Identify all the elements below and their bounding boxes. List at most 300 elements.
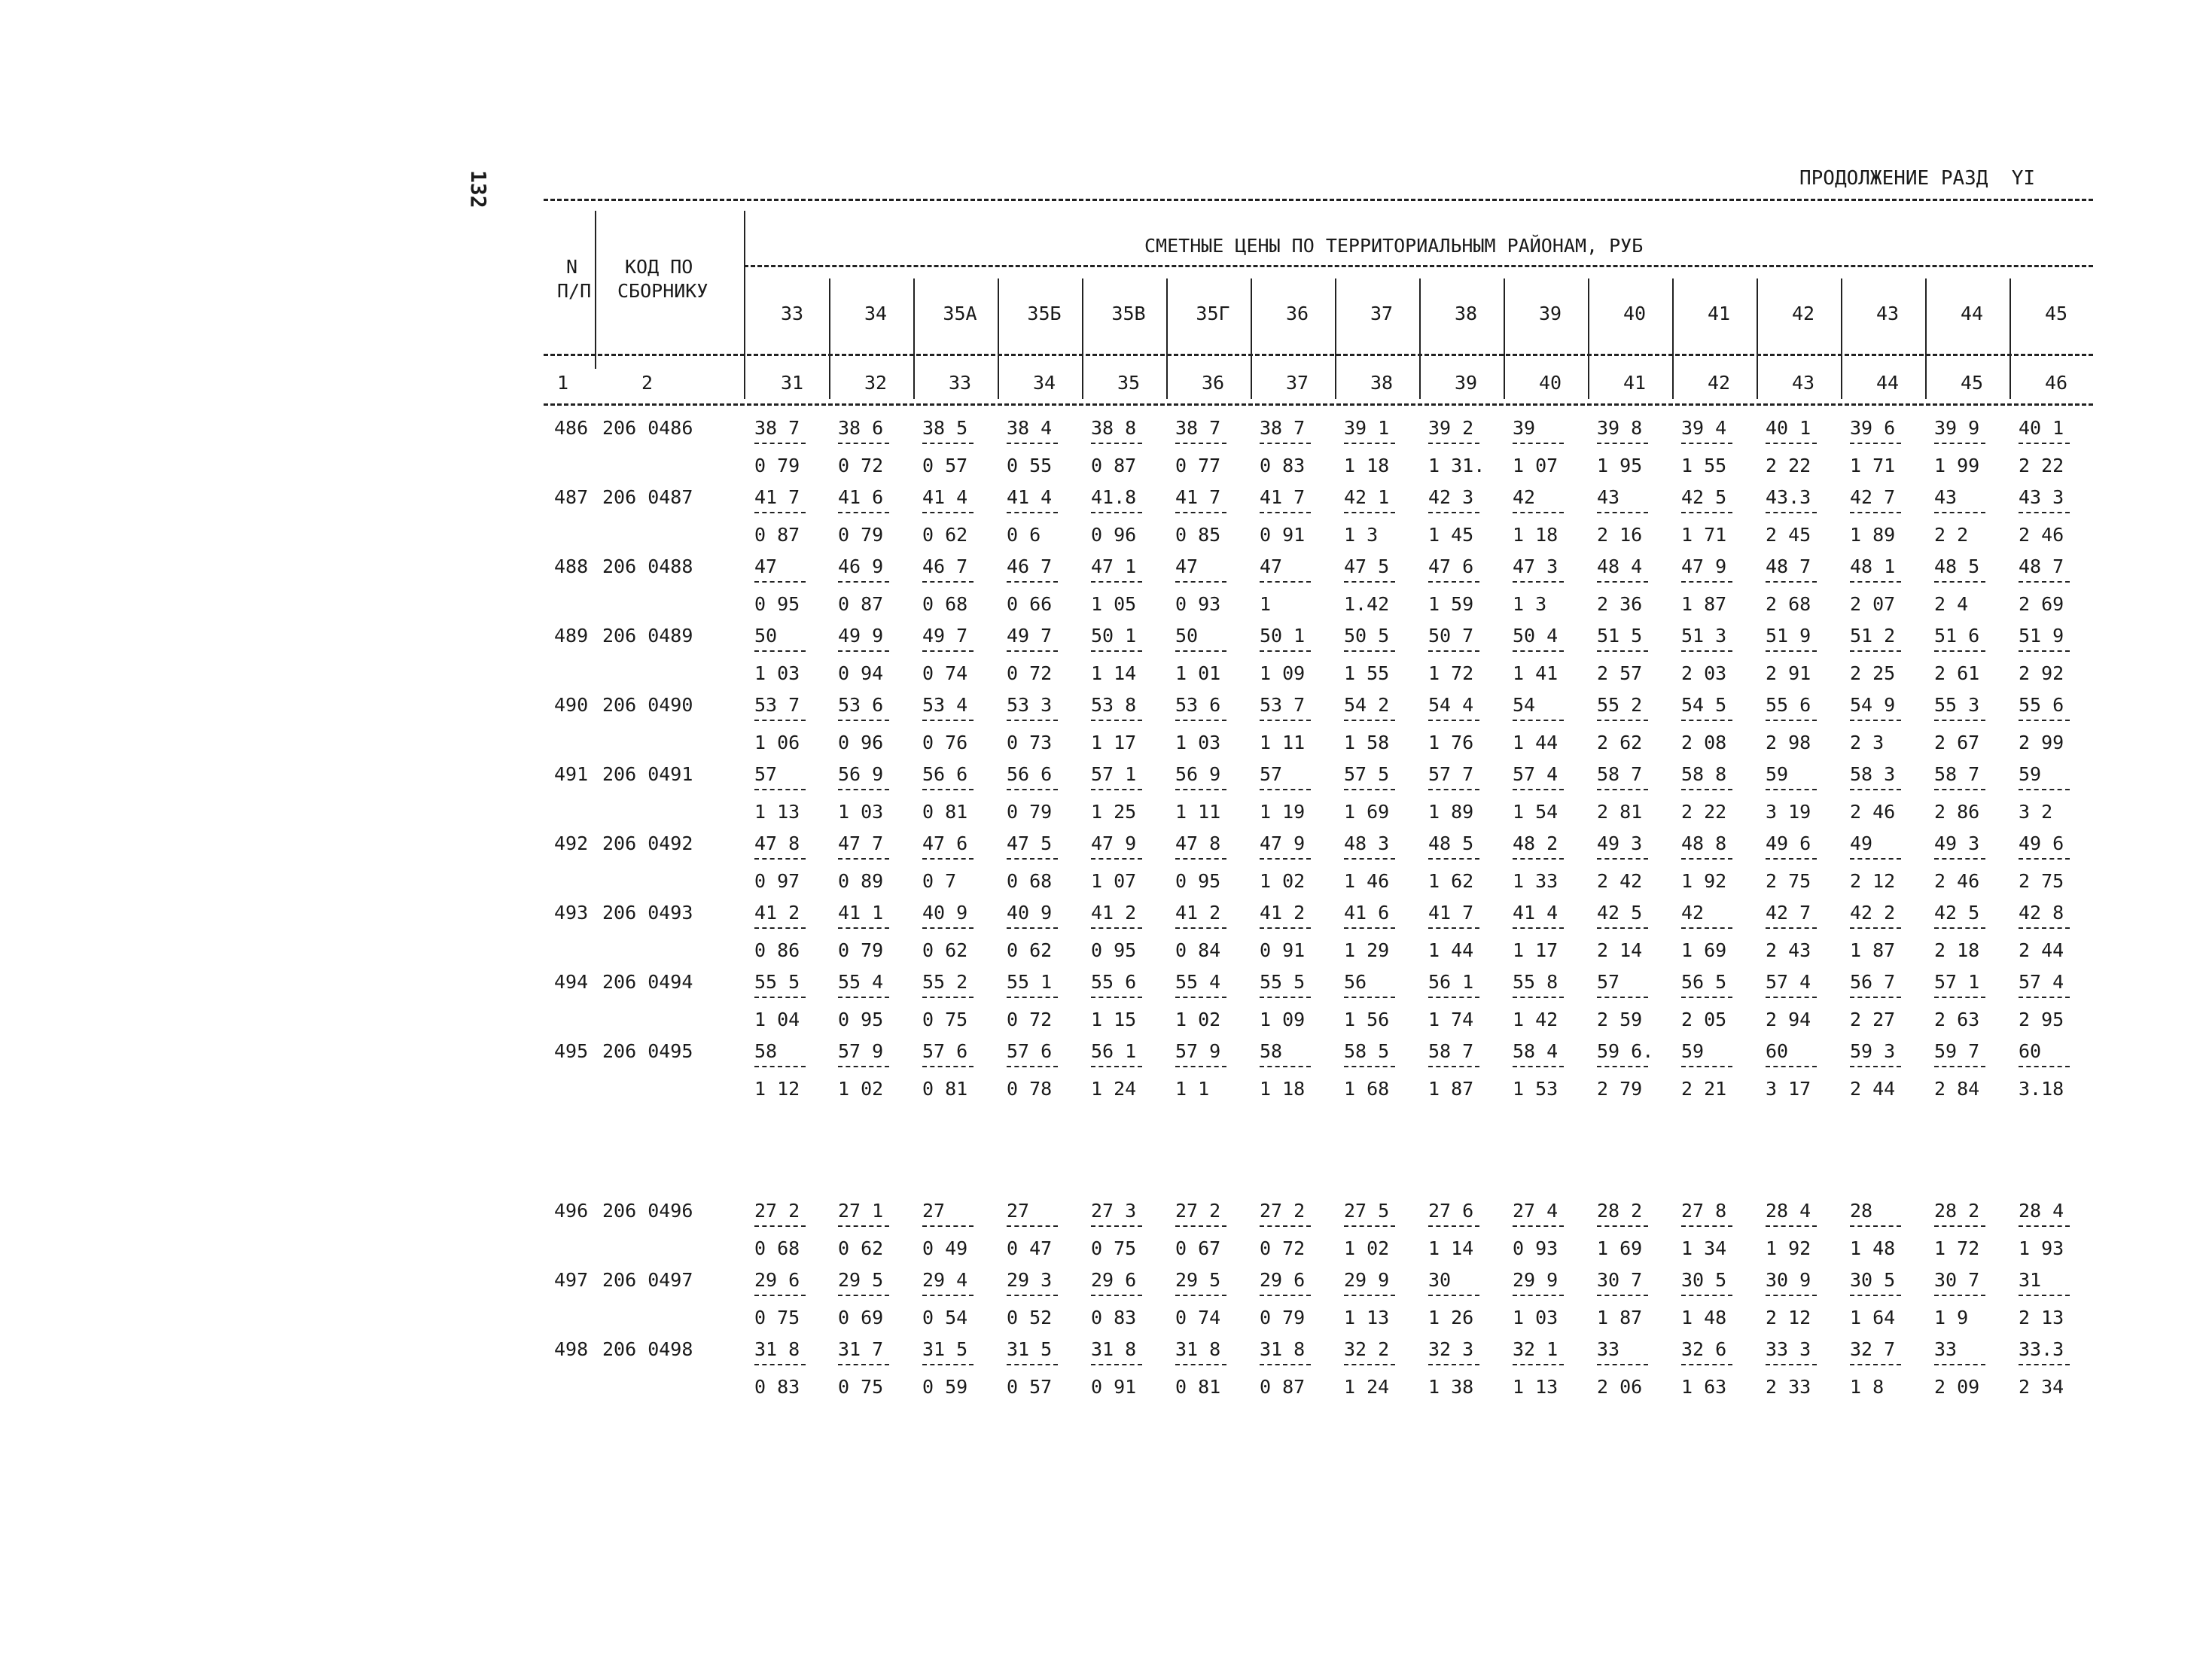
price-sub-value: 1 53 bbox=[1513, 1078, 1559, 1100]
price-sub-value: 1 31. bbox=[1428, 455, 1485, 476]
price-sub-value: 0 62 bbox=[922, 524, 968, 546]
price-value: 39 bbox=[1513, 417, 1536, 439]
fraction-bar bbox=[754, 650, 806, 652]
price-sub-value: 1 56 bbox=[1344, 1009, 1390, 1030]
price-value: 32 1 bbox=[1513, 1338, 1559, 1360]
fraction-bar bbox=[1007, 443, 1058, 444]
fraction-bar bbox=[1850, 1295, 1901, 1296]
row-number: 494 bbox=[554, 971, 589, 993]
price-value: 31 5 bbox=[922, 1338, 968, 1360]
fraction-bar bbox=[1260, 1364, 1311, 1365]
fraction-bar bbox=[1260, 789, 1311, 790]
price-sub-value: 0 72 bbox=[838, 455, 884, 476]
price-sub-value: 0 59 bbox=[922, 1376, 968, 1398]
fraction-bar bbox=[2019, 1295, 2070, 1296]
price-value: 41 6 bbox=[1344, 902, 1390, 924]
price-value: 47 8 bbox=[754, 832, 800, 854]
price-sub-value: 1 41 bbox=[1513, 662, 1559, 684]
row-code: 206 0495 bbox=[602, 1040, 693, 1062]
fraction-bar bbox=[1513, 1295, 1564, 1296]
district-header: 36 bbox=[1285, 303, 1309, 324]
price-value: 57 9 bbox=[838, 1040, 884, 1062]
price-value: 41 4 bbox=[922, 486, 968, 508]
price-value: 55 4 bbox=[1175, 971, 1221, 993]
fraction-bar bbox=[1934, 1295, 1985, 1296]
fraction-bar bbox=[1428, 443, 1479, 444]
fraction-bar bbox=[1344, 720, 1395, 721]
fraction-bar bbox=[1766, 1225, 1817, 1227]
price-value: 56 7 bbox=[1850, 971, 1896, 993]
fraction-bar bbox=[838, 858, 889, 860]
page-number: 132 bbox=[466, 170, 491, 208]
column-number: 35 bbox=[1117, 372, 1141, 394]
fraction-bar bbox=[922, 1295, 974, 1296]
price-sub-value: 0 55 bbox=[1007, 455, 1053, 476]
price-sub-value: 0 68 bbox=[1007, 870, 1053, 892]
fraction-bar bbox=[1260, 1225, 1311, 1227]
fraction-bar bbox=[1175, 1066, 1226, 1067]
col-n-label: N bbox=[566, 256, 578, 278]
price-value: 48 1 bbox=[1850, 555, 1896, 577]
price-value: 27 8 bbox=[1681, 1200, 1727, 1222]
price-value: 53 7 bbox=[754, 694, 800, 716]
fraction-bar bbox=[1513, 650, 1564, 652]
fraction-bar bbox=[1007, 997, 1058, 998]
price-sub-value: 1.42 bbox=[1344, 593, 1390, 615]
price-value: 57 7 bbox=[1428, 763, 1474, 785]
row-code: 206 0487 bbox=[602, 486, 693, 508]
price-value: 29 5 bbox=[1175, 1269, 1221, 1291]
price-sub-value: 2 13 bbox=[2019, 1307, 2064, 1328]
price-sub-value: 0 75 bbox=[838, 1376, 884, 1398]
fraction-bar bbox=[754, 858, 806, 860]
price-sub-value: 0 79 bbox=[838, 524, 884, 546]
price-value: 57 bbox=[754, 763, 778, 785]
price-sub-value: 1 13 bbox=[754, 801, 800, 823]
district-header: 38 bbox=[1454, 303, 1478, 324]
fraction-bar bbox=[1091, 443, 1142, 444]
column-number: 34 bbox=[1032, 372, 1056, 394]
fraction-bar bbox=[754, 443, 806, 444]
price-value: 38 7 bbox=[1260, 417, 1306, 439]
fraction-bar bbox=[1681, 443, 1732, 444]
row-code: 206 0496 bbox=[602, 1200, 693, 1222]
fraction-bar bbox=[1681, 927, 1732, 929]
price-value: 55 6 bbox=[2019, 694, 2064, 716]
price-sub-value: 1 13 bbox=[1344, 1307, 1390, 1328]
price-sub-value: 1 26 bbox=[1428, 1307, 1474, 1328]
price-sub-value: 0 89 bbox=[838, 870, 884, 892]
price-sub-value: 1 45 bbox=[1428, 524, 1474, 546]
price-sub-value: 1 54 bbox=[1513, 801, 1559, 823]
fraction-bar bbox=[838, 720, 889, 721]
price-sub-value: 1 55 bbox=[1681, 455, 1727, 476]
price-value: 38 6 bbox=[838, 417, 884, 439]
price-sub-value: 2 84 bbox=[1934, 1078, 1980, 1100]
fraction-bar bbox=[1091, 927, 1142, 929]
price-sub-value: 2 95 bbox=[2019, 1009, 2064, 1030]
fraction-bar bbox=[1175, 1364, 1226, 1365]
price-sub-value: 2 12 bbox=[1850, 870, 1896, 892]
price-value: 43.3 bbox=[1766, 486, 1811, 508]
district-header: 44 bbox=[1960, 303, 1984, 324]
price-sub-value: 2 43 bbox=[1766, 939, 1811, 961]
price-sub-value: 0 93 bbox=[1175, 593, 1221, 615]
price-value: 56 6 bbox=[922, 763, 968, 785]
price-sub-value: 2 22 bbox=[1766, 455, 1811, 476]
price-value: 30 7 bbox=[1934, 1269, 1980, 1291]
fraction-bar bbox=[838, 1364, 889, 1365]
price-sub-value: 1 48 bbox=[1850, 1237, 1896, 1259]
fraction-bar bbox=[2019, 720, 2070, 721]
price-sub-value: 2 44 bbox=[1850, 1078, 1896, 1100]
price-sub-value: 1 95 bbox=[1597, 455, 1643, 476]
fraction-bar bbox=[1344, 1364, 1395, 1365]
price-value: 47 1 bbox=[1091, 555, 1137, 577]
price-sub-value: 1 87 bbox=[1681, 593, 1727, 615]
district-header: 43 bbox=[1875, 303, 1900, 324]
price-value: 51 9 bbox=[1766, 625, 1811, 647]
row-number: 489 bbox=[554, 625, 589, 647]
price-value: 48 5 bbox=[1934, 555, 1980, 577]
fraction-bar bbox=[922, 1364, 974, 1365]
price-sub-value: 1 18 bbox=[1513, 524, 1559, 546]
row-number: 495 bbox=[554, 1040, 589, 1062]
row-code: 206 0494 bbox=[602, 971, 693, 993]
price-value: 51 3 bbox=[1681, 625, 1727, 647]
fraction-bar bbox=[1344, 789, 1395, 790]
price-value: 38 8 bbox=[1091, 417, 1137, 439]
price-value: 48 8 bbox=[1681, 832, 1727, 854]
price-value: 31 8 bbox=[1091, 1338, 1137, 1360]
fraction-bar bbox=[1850, 512, 1901, 513]
fraction-bar bbox=[1344, 1295, 1395, 1296]
fraction-bar bbox=[1597, 789, 1648, 790]
price-value: 58 bbox=[754, 1040, 778, 1062]
fraction-bar bbox=[1260, 581, 1311, 583]
price-sub-value: 1 03 bbox=[754, 662, 800, 684]
price-sub-value: 1 89 bbox=[1428, 801, 1474, 823]
price-sub-value: 2 08 bbox=[1681, 732, 1727, 753]
price-sub-value: 2 98 bbox=[1766, 732, 1811, 753]
price-sub-value: 2 46 bbox=[1850, 801, 1896, 823]
price-value: 59 bbox=[2019, 763, 2042, 785]
district-header: 41 bbox=[1707, 303, 1731, 324]
price-value: 41 4 bbox=[1007, 486, 1053, 508]
fraction-bar bbox=[1681, 858, 1732, 860]
row-code: 206 0489 bbox=[602, 625, 693, 647]
fraction-bar bbox=[1766, 512, 1817, 513]
price-value: 32 6 bbox=[1681, 1338, 1727, 1360]
price-value: 49 3 bbox=[1597, 832, 1643, 854]
fraction-bar bbox=[1597, 927, 1648, 929]
price-sub-value: 0 68 bbox=[754, 1237, 800, 1259]
price-value: 29 9 bbox=[1513, 1269, 1559, 1291]
price-sub-value: 0 75 bbox=[1091, 1237, 1137, 1259]
price-value: 41 7 bbox=[1175, 486, 1221, 508]
price-sub-value: 2 14 bbox=[1597, 939, 1643, 961]
fraction-bar bbox=[1766, 581, 1817, 583]
price-value: 46 9 bbox=[838, 555, 884, 577]
price-sub-value: 1 17 bbox=[1513, 939, 1559, 961]
price-sub-value: 1 25 bbox=[1091, 801, 1137, 823]
price-sub-value: 1 bbox=[1260, 593, 1272, 615]
row-number: 496 bbox=[554, 1200, 589, 1222]
fraction-bar bbox=[1428, 512, 1479, 513]
price-sub-value: 2 75 bbox=[1766, 870, 1811, 892]
fraction-bar bbox=[1513, 997, 1564, 998]
price-value: 39 2 bbox=[1428, 417, 1474, 439]
price-sub-value: 0 47 bbox=[1007, 1237, 1053, 1259]
price-value: 27 3 bbox=[1091, 1200, 1137, 1222]
price-value: 53 8 bbox=[1091, 694, 1137, 716]
fraction-bar bbox=[754, 1295, 806, 1296]
fraction-bar bbox=[1007, 789, 1058, 790]
price-value: 56 bbox=[1344, 971, 1367, 993]
price-value: 42 bbox=[1513, 486, 1536, 508]
column-number: 41 bbox=[1623, 372, 1647, 394]
price-sub-value: 1 07 bbox=[1091, 870, 1137, 892]
fraction-bar bbox=[1513, 1225, 1564, 1227]
price-value: 53 3 bbox=[1007, 694, 1053, 716]
fraction-bar bbox=[1175, 858, 1226, 860]
price-value: 42 5 bbox=[1934, 902, 1980, 924]
price-sub-value: 1 01 bbox=[1175, 662, 1221, 684]
fraction-bar bbox=[1260, 997, 1311, 998]
price-sub-value: 1 71 bbox=[1681, 524, 1727, 546]
price-value: 28 2 bbox=[1597, 1200, 1643, 1222]
price-value: 38 4 bbox=[1007, 417, 1053, 439]
fraction-bar bbox=[1850, 1225, 1901, 1227]
price-value: 53 6 bbox=[838, 694, 884, 716]
fraction-bar bbox=[838, 927, 889, 929]
price-sub-value: 0 72 bbox=[1007, 662, 1053, 684]
fraction-bar bbox=[1428, 858, 1479, 860]
price-value: 27 6 bbox=[1428, 1200, 1474, 1222]
price-sub-value: 0 66 bbox=[1007, 593, 1053, 615]
fraction-bar bbox=[1175, 650, 1226, 652]
price-sub-value: 0 79 bbox=[1260, 1307, 1306, 1328]
col-code-label: КОД ПО bbox=[625, 256, 693, 278]
price-sub-value: 0 93 bbox=[1513, 1237, 1559, 1259]
price-value: 56 1 bbox=[1428, 971, 1474, 993]
row-number: 492 bbox=[554, 832, 589, 854]
fraction-bar bbox=[1681, 512, 1732, 513]
price-value: 38 5 bbox=[922, 417, 968, 439]
price-value: 58 8 bbox=[1681, 763, 1727, 785]
price-value: 41 2 bbox=[1260, 902, 1306, 924]
price-sub-value: 2 33 bbox=[1766, 1376, 1811, 1398]
price-sub-value: 1 07 bbox=[1513, 455, 1559, 476]
fraction-bar bbox=[1766, 1066, 1817, 1067]
fraction-bar bbox=[1091, 512, 1142, 513]
price-value: 47 9 bbox=[1091, 832, 1137, 854]
fraction-bar bbox=[1934, 789, 1985, 790]
fraction-bar bbox=[1766, 443, 1817, 444]
fraction-bar bbox=[1344, 927, 1395, 929]
price-sub-value: 3 2 bbox=[2019, 801, 2053, 823]
fraction-bar bbox=[922, 1225, 974, 1227]
row-number: 491 bbox=[554, 763, 589, 785]
col-n-sub-label: П/П bbox=[557, 280, 592, 302]
price-value: 31 5 bbox=[1007, 1338, 1053, 1360]
price-sub-value: 0 6 bbox=[1007, 524, 1041, 546]
price-value: 55 2 bbox=[1597, 694, 1643, 716]
price-value: 50 5 bbox=[1344, 625, 1390, 647]
price-sub-value: 2 2 bbox=[1934, 524, 1969, 546]
price-value: 47 6 bbox=[922, 832, 968, 854]
price-sub-value: 1 34 bbox=[1681, 1237, 1727, 1259]
price-value: 56 9 bbox=[1175, 763, 1221, 785]
price-sub-value: 1 48 bbox=[1681, 1307, 1727, 1328]
price-sub-value: 0 87 bbox=[1091, 455, 1137, 476]
price-value: 29 6 bbox=[1260, 1269, 1306, 1291]
price-sub-value: 2 06 bbox=[1597, 1376, 1643, 1398]
fraction-bar bbox=[1175, 997, 1226, 998]
column-number: 43 bbox=[1791, 372, 1815, 394]
price-sub-value: 0 75 bbox=[922, 1009, 968, 1030]
price-sub-value: 1 15 bbox=[1091, 1009, 1137, 1030]
price-value: 57 bbox=[1260, 763, 1283, 785]
price-value: 43 3 bbox=[2019, 486, 2064, 508]
price-value: 43 bbox=[1597, 486, 1620, 508]
row-code: 206 0488 bbox=[602, 555, 693, 577]
fraction-bar bbox=[1007, 720, 1058, 721]
fraction-bar bbox=[1007, 581, 1058, 583]
price-value: 48 3 bbox=[1344, 832, 1390, 854]
price-sub-value: 0 72 bbox=[1007, 1009, 1053, 1030]
price-value: 48 7 bbox=[2019, 555, 2064, 577]
rule-vertical-0 bbox=[595, 211, 596, 369]
fraction-bar bbox=[1766, 720, 1817, 721]
price-value: 42 7 bbox=[1850, 486, 1896, 508]
price-value: 48 7 bbox=[1766, 555, 1811, 577]
price-value: 40 9 bbox=[1007, 902, 1053, 924]
price-sub-value: 1 68 bbox=[1344, 1078, 1390, 1100]
price-value: 31 8 bbox=[1175, 1338, 1221, 1360]
price-sub-value: 0 95 bbox=[754, 593, 800, 615]
price-value: 48 4 bbox=[1597, 555, 1643, 577]
price-value: 46 7 bbox=[922, 555, 968, 577]
price-value: 41.8 bbox=[1091, 486, 1137, 508]
fraction-bar bbox=[2019, 650, 2070, 652]
price-value: 58 7 bbox=[1934, 763, 1980, 785]
fraction-bar bbox=[1175, 927, 1226, 929]
price-value: 54 5 bbox=[1681, 694, 1727, 716]
price-sub-value: 1 33 bbox=[1513, 870, 1559, 892]
price-value: 58 5 bbox=[1344, 1040, 1390, 1062]
price-value: 42 bbox=[1681, 902, 1705, 924]
price-value: 39 1 bbox=[1344, 417, 1390, 439]
price-sub-value: 2 21 bbox=[1681, 1078, 1727, 1100]
fraction-bar bbox=[1681, 581, 1732, 583]
price-value: 42 5 bbox=[1681, 486, 1727, 508]
price-value: 51 2 bbox=[1850, 625, 1896, 647]
price-sub-value: 1 87 bbox=[1850, 939, 1896, 961]
fraction-bar bbox=[1513, 581, 1564, 583]
fraction-bar bbox=[1766, 997, 1817, 998]
price-value: 27 bbox=[1007, 1200, 1030, 1222]
price-sub-value: 2 67 bbox=[1934, 732, 1980, 753]
price-sub-value: 0 79 bbox=[1007, 801, 1053, 823]
price-value: 30 5 bbox=[1850, 1269, 1896, 1291]
price-sub-value: 0 83 bbox=[754, 1376, 800, 1398]
price-sub-value: 1 87 bbox=[1428, 1078, 1474, 1100]
fraction-bar bbox=[1681, 650, 1732, 652]
price-value: 29 3 bbox=[1007, 1269, 1053, 1291]
fraction-bar bbox=[922, 1066, 974, 1067]
price-value: 29 9 bbox=[1344, 1269, 1390, 1291]
price-sub-value: 2 81 bbox=[1597, 801, 1643, 823]
price-value: 31 8 bbox=[754, 1338, 800, 1360]
fraction-bar bbox=[1091, 997, 1142, 998]
price-sub-value: 1 11 bbox=[1260, 732, 1306, 753]
price-sub-value: 0 87 bbox=[754, 524, 800, 546]
price-sub-value: 1 18 bbox=[1344, 455, 1390, 476]
price-sub-value: 1 38 bbox=[1428, 1376, 1474, 1398]
price-value: 56 9 bbox=[838, 763, 884, 785]
fraction-bar bbox=[1428, 927, 1479, 929]
price-sub-value: 2 16 bbox=[1597, 524, 1643, 546]
price-sub-value: 2 59 bbox=[1597, 1009, 1643, 1030]
price-value: 39 9 bbox=[1934, 417, 1980, 439]
row-code: 206 0490 bbox=[602, 694, 693, 716]
price-value: 56 5 bbox=[1681, 971, 1727, 993]
fraction-bar bbox=[1934, 512, 1985, 513]
fraction-bar bbox=[1934, 1364, 1985, 1365]
price-value: 27 2 bbox=[754, 1200, 800, 1222]
fraction-bar bbox=[1766, 858, 1817, 860]
price-sub-value: 0 62 bbox=[1007, 939, 1053, 961]
price-sub-value: 1 9 bbox=[1934, 1307, 1969, 1328]
row-number: 487 bbox=[554, 486, 589, 508]
price-sub-value: 0 85 bbox=[1175, 524, 1221, 546]
price-sub-value: 0 95 bbox=[1175, 870, 1221, 892]
fraction-bar bbox=[1766, 927, 1817, 929]
price-sub-value: 1 74 bbox=[1428, 1009, 1474, 1030]
price-sub-value: 0 95 bbox=[838, 1009, 884, 1030]
fraction-bar bbox=[1513, 858, 1564, 860]
fraction-bar bbox=[1260, 650, 1311, 652]
price-sub-value: 2 61 bbox=[1934, 662, 1980, 684]
price-value: 57 6 bbox=[1007, 1040, 1053, 1062]
price-sub-value: 0 83 bbox=[1091, 1307, 1137, 1328]
price-sub-value: 1 13 bbox=[1513, 1376, 1559, 1398]
price-sub-value: 2 46 bbox=[1934, 870, 1980, 892]
fraction-bar bbox=[1513, 1066, 1564, 1067]
price-sub-value: 1 63 bbox=[1681, 1376, 1727, 1398]
row-code: 206 0486 bbox=[602, 417, 693, 439]
price-sub-value: 2 69 bbox=[2019, 593, 2064, 615]
column-number: 39 bbox=[1454, 372, 1478, 394]
fraction-bar bbox=[922, 720, 974, 721]
district-header: 34 bbox=[864, 303, 888, 324]
price-value: 57 4 bbox=[2019, 971, 2064, 993]
fraction-bar bbox=[922, 512, 974, 513]
district-header: 35В bbox=[1111, 303, 1146, 324]
price-value: 58 4 bbox=[1513, 1040, 1559, 1062]
price-sub-value: 0 81 bbox=[1175, 1376, 1221, 1398]
price-sub-value: 1 03 bbox=[1513, 1307, 1559, 1328]
price-value: 42 8 bbox=[2019, 902, 2064, 924]
price-sub-value: 2 12 bbox=[1766, 1307, 1811, 1328]
price-value: 27 4 bbox=[1513, 1200, 1559, 1222]
price-value: 41 1 bbox=[838, 902, 884, 924]
fraction-bar bbox=[1850, 997, 1901, 998]
fraction-bar bbox=[922, 858, 974, 860]
price-value: 50 1 bbox=[1260, 625, 1306, 647]
fraction-bar bbox=[2019, 997, 2070, 998]
